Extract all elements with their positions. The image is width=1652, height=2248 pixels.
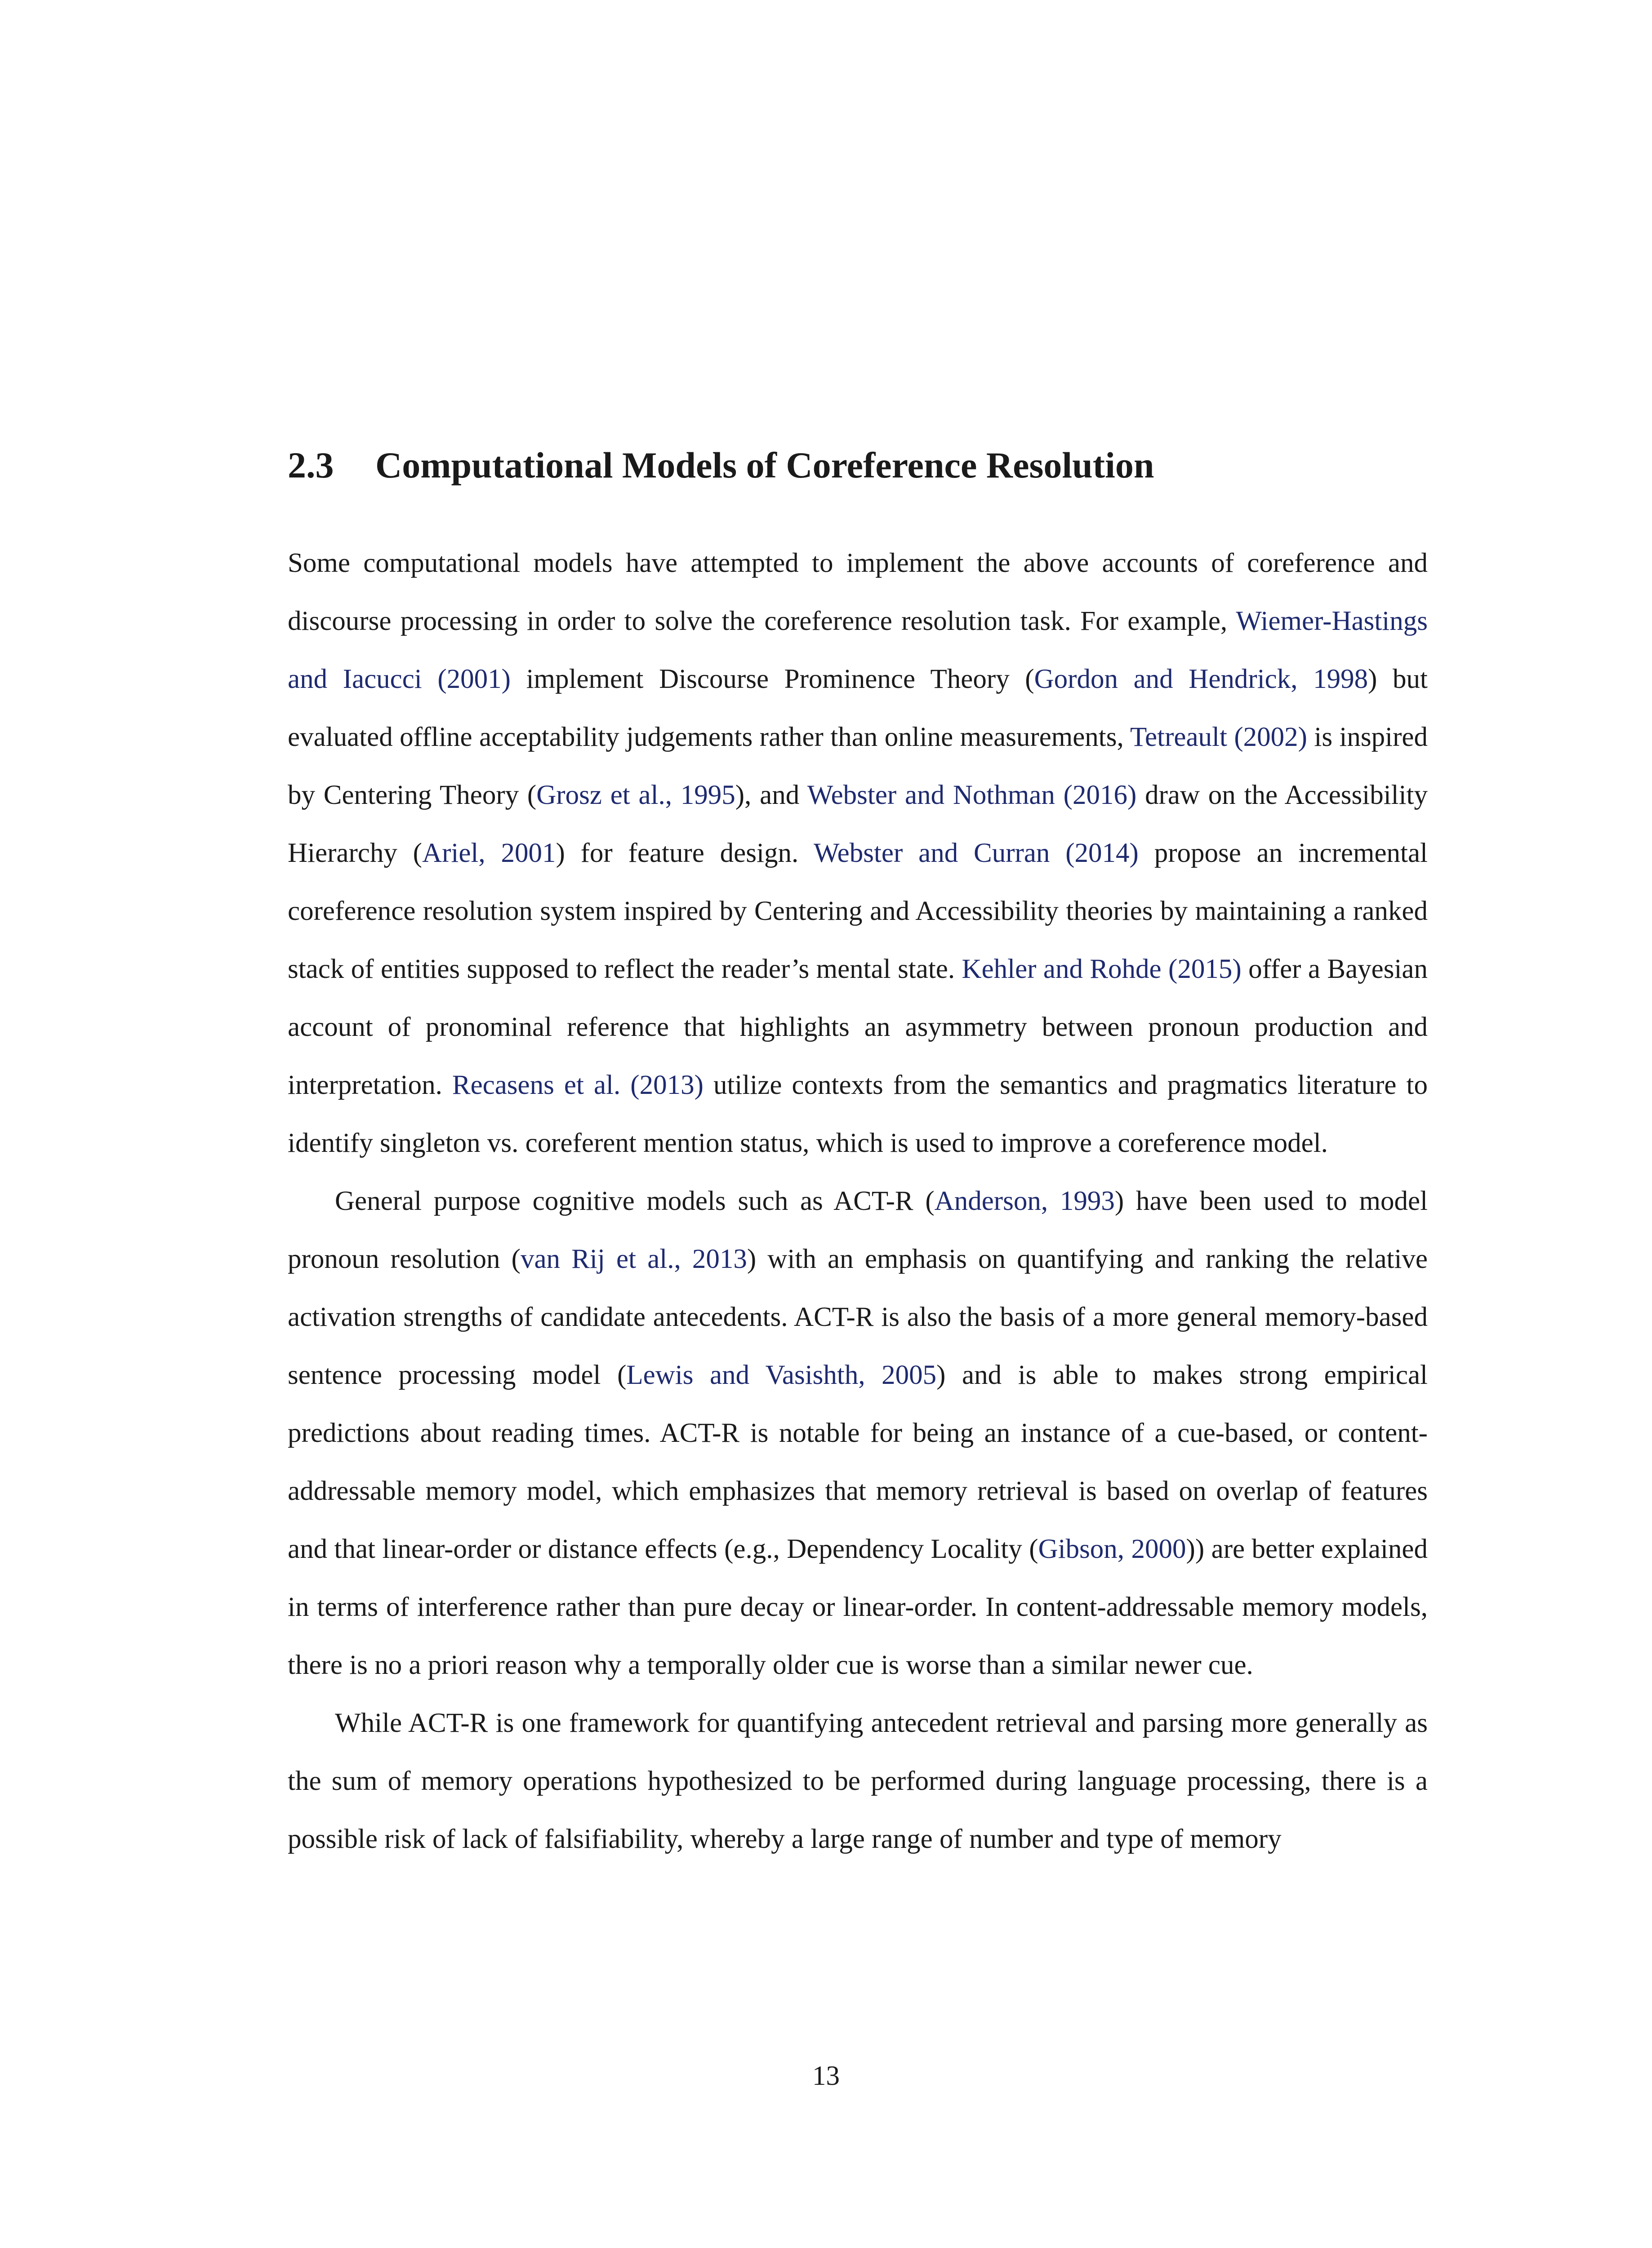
citation-link[interactable]: Webster and Curran (2014)	[813, 838, 1139, 868]
body-text	[288, 534, 1428, 1868]
citation-link[interactable]: van Rij et al., 2013	[520, 1244, 747, 1274]
citation-link[interactable]: Ariel, 2001	[422, 838, 556, 868]
citation-link[interactable]: Gordon and Hendrick, 1998	[1034, 664, 1368, 694]
paragraph-text: offer a Bayesian account of pronominal reference that highlights an asymmetry between pronoun production and interpretation.	[288, 954, 1428, 1100]
paragraph-text: ) for feature design.	[556, 838, 814, 868]
citation-link[interactable]: Recasens et al. (2013)	[452, 1070, 704, 1100]
citation-link[interactable]: Wiemer-Hastings and Iacucci (2001)	[288, 606, 1428, 694]
paragraph-text: ) and is able to makes strong empirical predictions about reading times. ACT-R is notable for being an instance of a cue-based, or content-addressable memory model, which emphasizes that memory retrieval is based on overlap of features and that linear-order or distance effects (e.g., Dependency Locality (	[288, 1360, 1428, 1564]
paragraph-1	[288, 534, 1428, 1172]
section-title: Computational Models of Coreference Resolution	[375, 445, 1154, 486]
citation-link[interactable]: Anderson, 1993	[934, 1186, 1115, 1216]
paragraph-text: draw on the Accessibility Hierarchy (	[288, 780, 1428, 868]
paragraph-text: is inspired by Centering Theory (	[288, 722, 1428, 810]
paragraph-text: )) are better explained in terms of interference rather than pure decay or linear-order. In content-addressable memory models, there is no a priori reason why a temporally older cue is worse than a similar newer cue.	[288, 1534, 1428, 1680]
section-number: 2.3	[288, 445, 334, 486]
citation-link[interactable]: Tetreault (2002)	[1130, 722, 1307, 752]
citation-link[interactable]: Grosz et al., 1995	[536, 780, 735, 810]
paragraph-text: implement Discourse Prominence Theory (	[511, 664, 1034, 694]
page-number: 13	[812, 2061, 840, 2091]
paragraph-text: ) but evaluated offline acceptability judgements rather than online measurements,	[288, 664, 1428, 752]
paragraph-3	[288, 1694, 1428, 1868]
section-heading	[288, 443, 1456, 488]
paragraph-2	[288, 1172, 1428, 1694]
paragraph-text: ) with an emphasis on quantifying and ranking the relative activation strengths of candidate antecedents. ACT-R is also the basis of a more general memory-based sentence processing model (	[288, 1244, 1428, 1390]
paragraph-text: ) have been used to model pronoun resolution (	[288, 1186, 1428, 1274]
paragraph-text: General purpose cognitive models such as ACT-R (	[335, 1186, 935, 1216]
paragraph-text: utilize contexts from the semantics and pragmatics literature to identify singleton vs. coreferent mention status, which is used to improve a coreference model.	[288, 1070, 1428, 1158]
paragraph-text: While ACT-R is one framework for quantifying antecedent retrieval and parsing more generally as the sum of memory operations hypothesized to be performed during language processing, there is a possible risk of lack of falsifiability, whereby a large range of number and type of memory	[288, 1708, 1428, 1854]
citation-link[interactable]: Kehler and Rohde (2015)	[962, 954, 1242, 984]
paragraph-text: ), and	[735, 780, 807, 810]
paragraph-text: Some computational models have attempted to implement the above accounts of coreference and discourse processing in order to solve the coreference resolution task. For example,	[288, 548, 1428, 636]
citation-link[interactable]: Webster and Nothman (2016)	[807, 780, 1137, 810]
citation-link[interactable]: Lewis and Vasishth, 2005	[626, 1360, 937, 1390]
paragraph-text: propose an incremental coreference resolution system inspired by Centering and Accessibility theories by maintaining a ranked stack of entities supposed to reflect the reader’s mental state.	[288, 838, 1428, 984]
citation-link[interactable]: Gibson, 2000	[1038, 1534, 1186, 1564]
